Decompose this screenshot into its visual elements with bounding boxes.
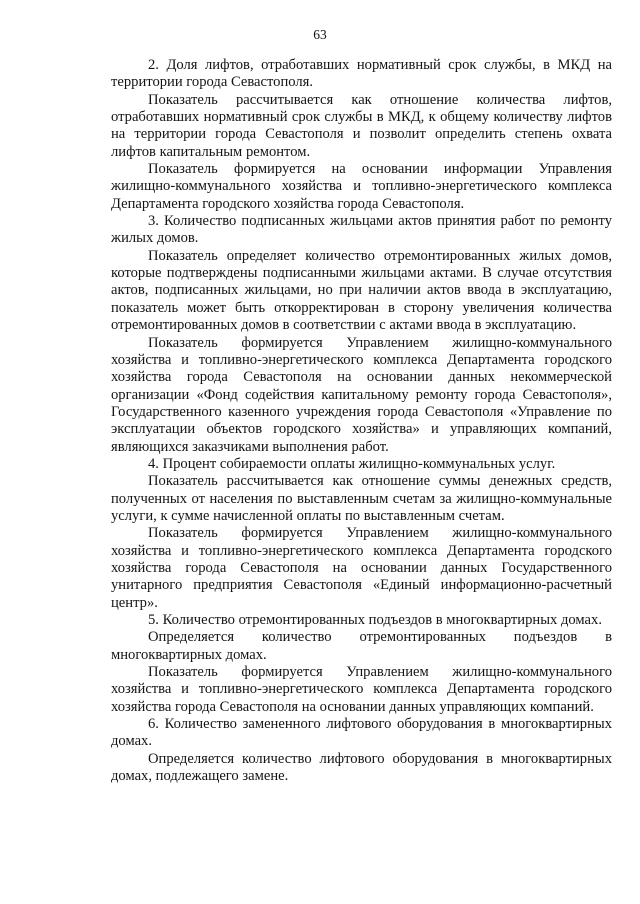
paragraph-indicator-3-title: 3. Количество подписанных жильцами актов принятия работ по ремонту жилых домов. — [111, 213, 612, 247]
paragraph-indicator-6-definition: Определяется количество лифтового оборудования в многоквартирных домах, подлежащего замене. — [111, 750, 612, 785]
paragraph-indicator-3-source: Показатель формируется Управлением жилищно-коммунального хозяйства и топливно-энергетического комплекса Департамента городского хозяйства города Севастополя на основании данных некоммерческой организации «Фонд содействия капитальному ремонту города Севастополя», Государственного казенного учреждения города Севастополя «Управление по эксплуатации объектов городского хозяйства» и управляющих компаний, являющихся заказчиками выполнения работ. — [111, 334, 612, 455]
page-number: 63 — [313, 27, 327, 42]
document-body — [111, 57, 612, 785]
paragraph-indicator-4-calculation: Показатель рассчитывается как отношение суммы денежных средств, полученных от населения по выставленным счетам за жилищно-коммунальные услуги, к сумме начисленной оплаты по выставленным счетам. — [111, 473, 612, 524]
paragraph-indicator-4-title: 4. Процент собираемости оплаты жилищно-коммунальных услуг. — [148, 455, 556, 472]
paragraph-indicator-2-source: Показатель формируется на основании информации Управления жилищно-коммунального хозяйства и топливно-энергетического комплекса Департамента городского хозяйства города Севастополя. — [111, 161, 612, 212]
paragraph-indicator-5-source: Показатель формируется Управлением жилищно-коммунального хозяйства и топливно-энергетического комплекса Департамента городского хозяйства города Севастополя на основании данных управляющих компаний. — [111, 664, 612, 715]
paragraph-indicator-2-title: 2. Доля лифтов, отработавших нормативный срок службы, в МКД на территории города Севастополя. — [111, 57, 612, 91]
paragraph-indicator-2-calculation: Показатель рассчитывается как отношение количества лифтов, отработавших нормативный срок службы в МКД, к общему количеству лифтов на территории города Севастополя и позволит определить степень охвата лифтов капитальным ремонтом. — [111, 91, 612, 160]
paragraph-indicator-3-definition: Показатель определяет количество отремонтированных жилых домов, которые подтверждены подписанными жильцами актами. В случае отсутствия актов, подписанных жильцами, но при наличии актов ввода в эксплуатацию, показатель может быть откорректирован в сторону увеличения количества отремонтированных домов в соответствии с актами ввода в эксплуатацию. — [111, 247, 612, 334]
paragraph-indicator-5-definition: Определяется количество отремонтированных подъездов в многоквартирных домах. — [111, 629, 612, 663]
paragraph-indicator-4-source: Показатель формируется Управлением жилищно-коммунального хозяйства и топливно-энергетического комплекса Департамента городского хозяйства города Севастополя на основании данных Государственного унитарного предприятия Севастополя «Единый информационно-расчетный центр». — [111, 525, 612, 611]
paragraph-indicator-5-title: 5. Количество отремонтированных подъездов в многоквартирных домах. — [148, 612, 602, 628]
paragraph-indicator-6-title: 6. Количество замененного лифтового оборудования в многоквартирных домах. — [111, 716, 612, 750]
